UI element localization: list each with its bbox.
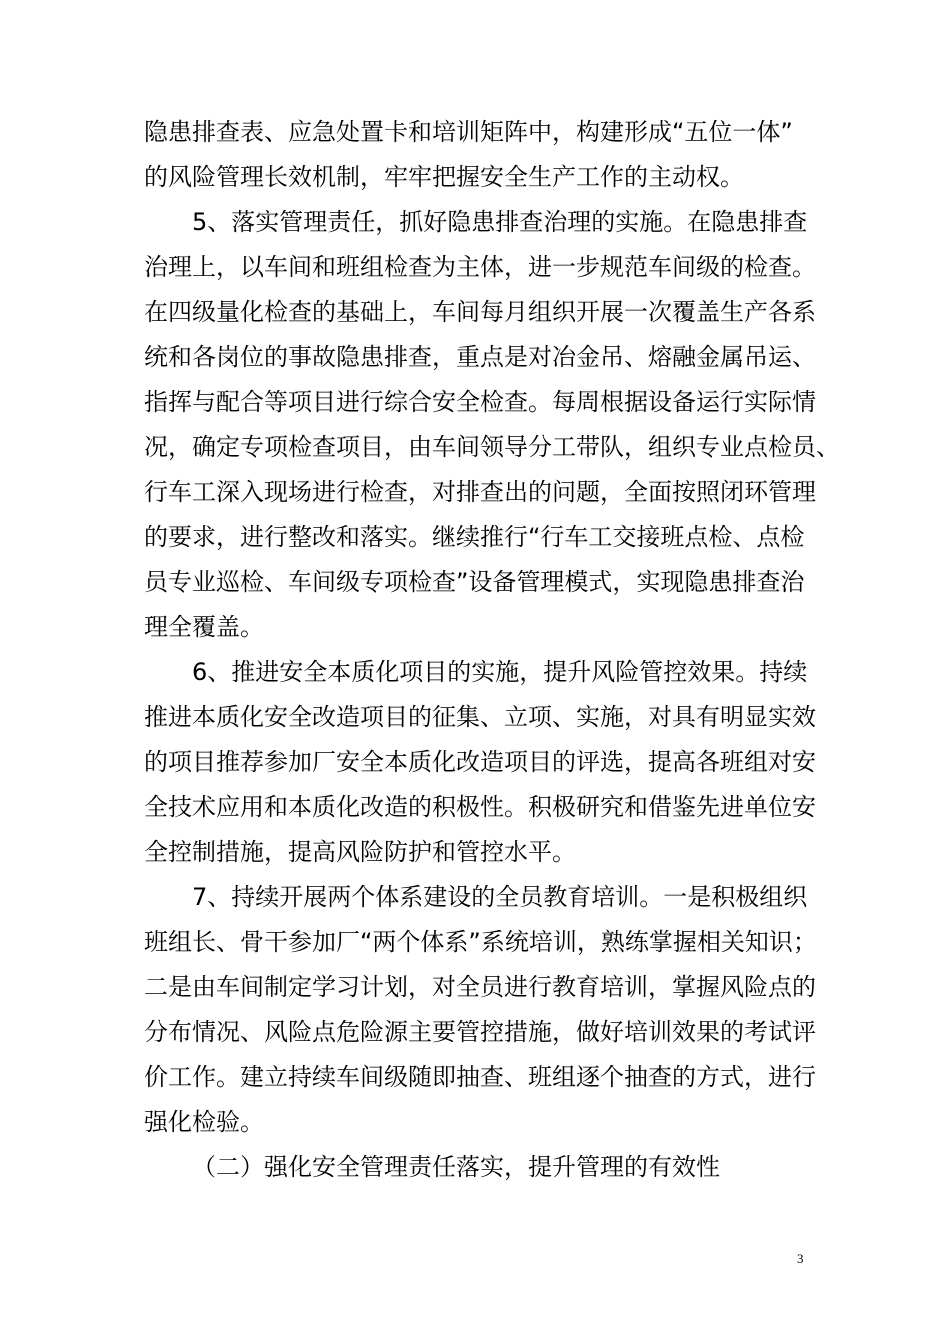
text-line: 的风险管理长效机制，牢牢把握安全生产工作的主动权。 xyxy=(144,163,744,191)
paragraph-7-first-line: 7、持续开展两个体系建设的全员教育培训。一是积极组织 xyxy=(192,883,808,911)
paragraph-6-first-line: 6、推进安全本质化项目的实施，提升风险管控效果。持续 xyxy=(192,658,808,686)
text-line: 班组长、骨干参加厂“两个体系”系统培训，熟练掌握相关知识； xyxy=(144,928,817,956)
text-line: 价工作。建立持续车间级随即抽查、班组逐个抽查的方式，进行 xyxy=(144,1063,816,1091)
text-line: 的项目推荐参加厂安全本质化改造项目的评选，提高各班组对安 xyxy=(144,748,816,776)
text-line: 况，确定专项检查项目，由车间领导分工带队，组织专业点检员、 xyxy=(144,433,840,461)
section-heading: （二）强化安全管理责任落实，提升管理的有效性 xyxy=(192,1153,720,1181)
text-line: 理全覆盖。 xyxy=(144,613,264,641)
text-line: 在四级量化检查的基础上，车间每月组织开展一次覆盖生产各系 xyxy=(144,298,816,326)
text-line: 治理上，以车间和班组检查为主体，进一步规范车间级的检查。 xyxy=(144,253,816,281)
text-line: 二是由车间制定学习计划，对全员进行教育培训，掌握风险点的 xyxy=(144,973,816,1001)
text-line: 全技术应用和本质化改造的积极性。积极研究和借鉴先进单位安 xyxy=(144,793,816,821)
text-line: 员专业巡检、车间级专项检查”设备管理模式，实现隐患排查治 xyxy=(144,568,805,596)
text-line: 全控制措施，提高风险防护和管控水平。 xyxy=(144,838,576,866)
text-line: 统和各岗位的事故隐患排查，重点是对冶金吊、熔融金属吊运、 xyxy=(144,343,816,371)
paragraph-5-first-line: 5、落实管理责任，抓好隐患排查治理的实施。在隐患排查 xyxy=(192,208,808,236)
text-line: 隐患排查表、应急处置卡和培训矩阵中，构建形成“五位一体” xyxy=(144,118,793,146)
text-line: 分布情况、风险点危险源主要管控措施，做好培训效果的考试评 xyxy=(144,1018,816,1046)
text-line: 强化检验。 xyxy=(144,1108,264,1136)
text-line: 推进本质化安全改造项目的征集、立项、实施，对具有明显实效 xyxy=(144,703,816,731)
text-line: 的要求，进行整改和落实。继续推行“行车工交接班点检、点检 xyxy=(144,523,805,551)
page-number: 3 xyxy=(797,1251,804,1266)
text-line: 指挥与配合等项目进行综合安全检查。每周根据设备运行实际情 xyxy=(144,388,816,416)
text-line: 行车工深入现场进行检查，对排查出的问题，全面按照闭环管理 xyxy=(144,478,816,506)
